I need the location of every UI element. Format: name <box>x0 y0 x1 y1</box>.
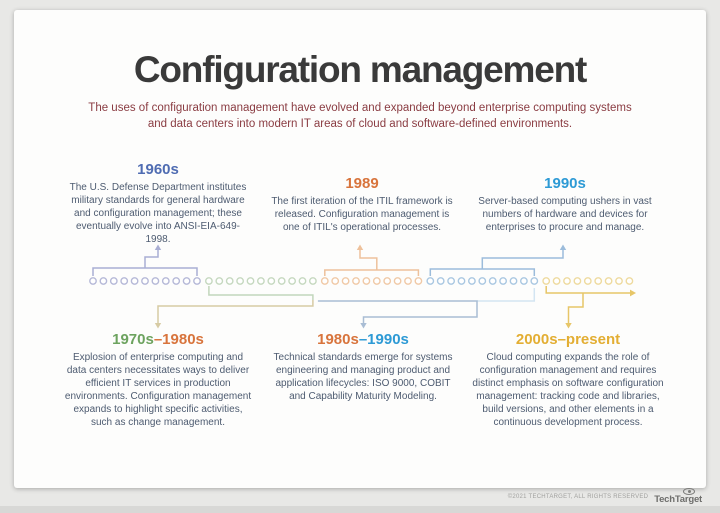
event-body: Cloud computing expands the role of configuration management and requires distinct emphasis on software configuration management: tracking code and libraries, build versions, and other elements in a continuous development process. <box>472 352 664 428</box>
page-subtitle: The uses of configuration management have evolved and expanded beyond enterprise computing systems and data centers into modern IT areas of cloud and software-defined environments. <box>88 102 632 131</box>
event-body: The first iteration of the ITIL framework is released. Configuration management is one of ITIL's operational processes. <box>271 196 453 233</box>
event-1980s-1990s <box>272 331 454 403</box>
event-heading: 1990s <box>544 175 586 192</box>
event-heading: 1989 <box>345 175 379 192</box>
event-body: Technical standards emerge for systems engineering and managing product and application lifecycles: ISO 9000, COBIT and Capability Maturity Modeling. <box>273 352 453 402</box>
eye-icon <box>683 488 695 495</box>
page-title: Configuration management <box>133 49 587 90</box>
event-1970s-1980s <box>63 331 253 429</box>
event-1989 <box>266 175 458 234</box>
footer <box>508 489 702 505</box>
techtarget-logo <box>654 489 702 505</box>
event-1990s <box>473 175 657 234</box>
copyright-text: ©2021 TECHTARGET, ALL RIGHTS RESERVED <box>507 494 649 500</box>
techtarget-wordmark: TechTarget <box>654 494 702 505</box>
event-heading: 2000s–present <box>515 331 621 348</box>
event-heading: 1980s–1990s <box>317 331 409 348</box>
event-heading: 1970s–1980s <box>112 331 204 348</box>
event-1960s <box>65 161 251 246</box>
event-body: Explosion of enterprise computing and data centers necessitates ways to deliver efficient IT services in production environments. Configuration management expands to highlight specific activities, such as change management. <box>64 352 252 428</box>
event-body: Server-based computing ushers in vast numbers of hardware and devices for enterprises to procure and manage. <box>478 196 652 233</box>
event-2000s-present <box>468 331 668 429</box>
event-body: The U.S. Defense Department institutes military standards for general hardware and configuration management; these eventually evolve into ANSI-EIA-649-1998. <box>69 182 247 245</box>
bottom-strip <box>0 506 720 513</box>
event-heading: 1960s <box>137 161 179 178</box>
